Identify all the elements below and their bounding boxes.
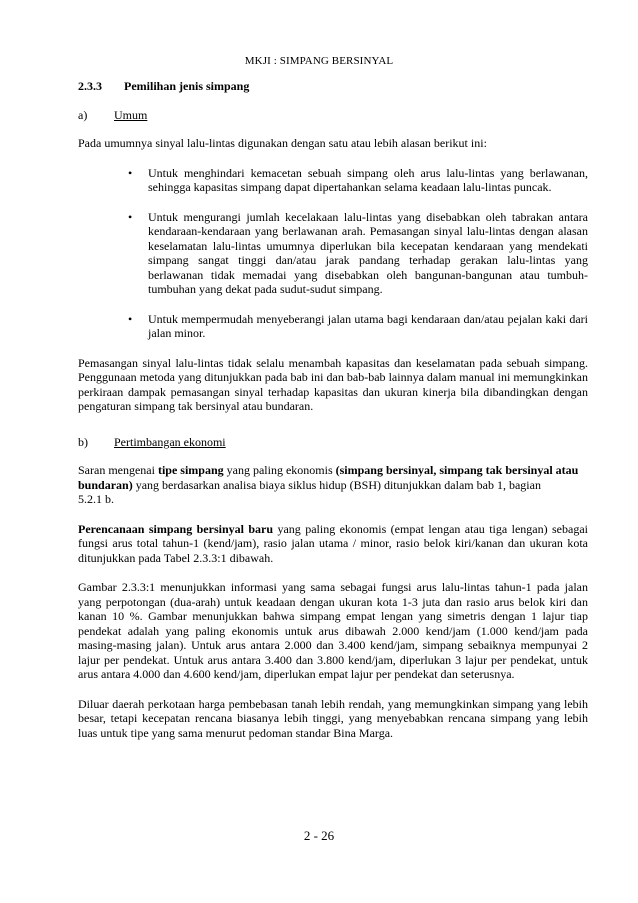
- section-number: 2.3.3: [78, 79, 102, 93]
- subsection-a-title: Umum: [114, 107, 148, 122]
- subsection-b-title: Pertimbangan ekonomi: [114, 434, 226, 449]
- bullet-icon: •: [128, 311, 133, 326]
- list-item: • Untuk menghindari kemacetan sebuah simpang oleh arus lalu-lintas yang berlawanan, sehingga kapasitas simpang dapat dipertahankan selama keadaan lalu-lintas puncak.: [128, 165, 588, 194]
- economics-paragraph-3: Gambar 2.3.3:1 menunjukkan informasi yang sama sebagai fungsi arus lalu-lintas tahun-1 pada jalan yang perpotongan (dua-arah) untuk keadaan dengan ukuran kota 1-3 juta dan rasio arus belok kiri dan kanan 10 %. Gambar menunjukkan bahwa simpang empat lengan yang simetris dengan 1 lajur tiap pendekat adalah yang paling ekonomis untuk arus dibawah 2.000 kend/jam (1.000 kend/jam pada masing-masing jalan). Untuk arus antara 2.000 dan 3.400 kend/jam, simpang sebaiknya mempunyai 2 lajur per pendekat. Untuk arus antara 3.400 dan 3.800 kend/jam, diperlukan 3 lajur per pendekat, untuk arus antara 4.000 dan 4.600 kend/jam, diperlukan empat lajur per pendekat dan seterusnya.: [78, 580, 588, 681]
- page-content: [78, 79, 588, 755]
- page-header: MKJI : SIMPANG BERSINYAL: [244, 55, 394, 67]
- bullet-icon: •: [128, 209, 133, 224]
- economics-paragraph-1: Saran mengenai tipe simpang yang paling ekonomis (simpang bersinyal, simpang tak bersinyal atau bundaran) yang berdasarkan analisa biaya siklus hidup (BSH) ditunjukkan dalam bab 1, bagian 5.2.1 b.: [78, 463, 579, 506]
- reasons-list: [78, 166, 588, 341]
- section-heading: [78, 79, 588, 94]
- subsection-a-heading: [78, 108, 588, 123]
- subsection-b-letter: b): [78, 434, 88, 449]
- subsection-a-letter: a): [78, 107, 88, 122]
- subsection-b-heading: [78, 435, 588, 450]
- list-item: • Untuk mempermudah menyeberangi jalan utama bagi kendaraan dan/atau pejalan kaki dari jalan minor.: [128, 311, 588, 340]
- economics-paragraph-4: Diluar daerah perkotaan harga pembebasan tanah lebih rendah, yang memungkinkan simpang yang lebih besar, tetapi kecepatan rencana biasanya lebih tinggi, yang menyebabkan rencana simpang yang lebih luas untuk tipe yang sama menurut pedoman standar Bina Marga.: [78, 696, 588, 740]
- list-item: • Untuk mengurangi jumlah kecelakaan lalu-lintas yang disebabkan oleh tabrakan antara kendaraan-kendaraan yang berlawanan arah. Pemasangan sinyal lalu-lintas dengan alasan keselamatan lalu-lintas umumnya diperlukan bila kecepatan kendaraan yang mendekati simpang sangat tinggi dan/atau jarak pandang terhadap gerakan lalu-lintas yang berlawanan tidak memadai yang disebabkan oleh bangunan-bangunan atau tumbuh-tumbuhan yang dekat pada sudut-sudut simpang.: [128, 209, 588, 296]
- section-title: Pemilihan jenis simpang: [124, 79, 250, 93]
- page-number: 2 - 26: [303, 828, 335, 843]
- economics-paragraph-2: Perencanaan simpang bersinyal baru yang paling ekonomis (empat lengan atau tiga lengan) sebagai fungsi arus total tahun-1 (kend/jam), rasio jalan utama / minor, rasio belok kiri/kanan dan ukuran kota ditunjukkan pada Tabel 2.3.3:1 dibawah.: [78, 521, 588, 565]
- bullet-icon: •: [128, 165, 133, 180]
- intro-paragraph: Pada umumnya sinyal lalu-lintas digunakan dengan satu atau lebih alasan berikut ini:: [78, 136, 487, 150]
- closing-paragraph: Pemasangan sinyal lalu-lintas tidak selalu menambah kapasitas dan keselamatan pada sebuah simpang. Penggunaan metoda yang ditunjukkan pada bab ini dan bab-bab lainnya dalam manual ini memungkinkan perkiraan dampak pemasangan sinyal terhadap kapasitas dan ukuran kinerja bila dibandingkan dengan pengaturan simpang tak bersinyal atau bundaran.: [78, 355, 588, 413]
